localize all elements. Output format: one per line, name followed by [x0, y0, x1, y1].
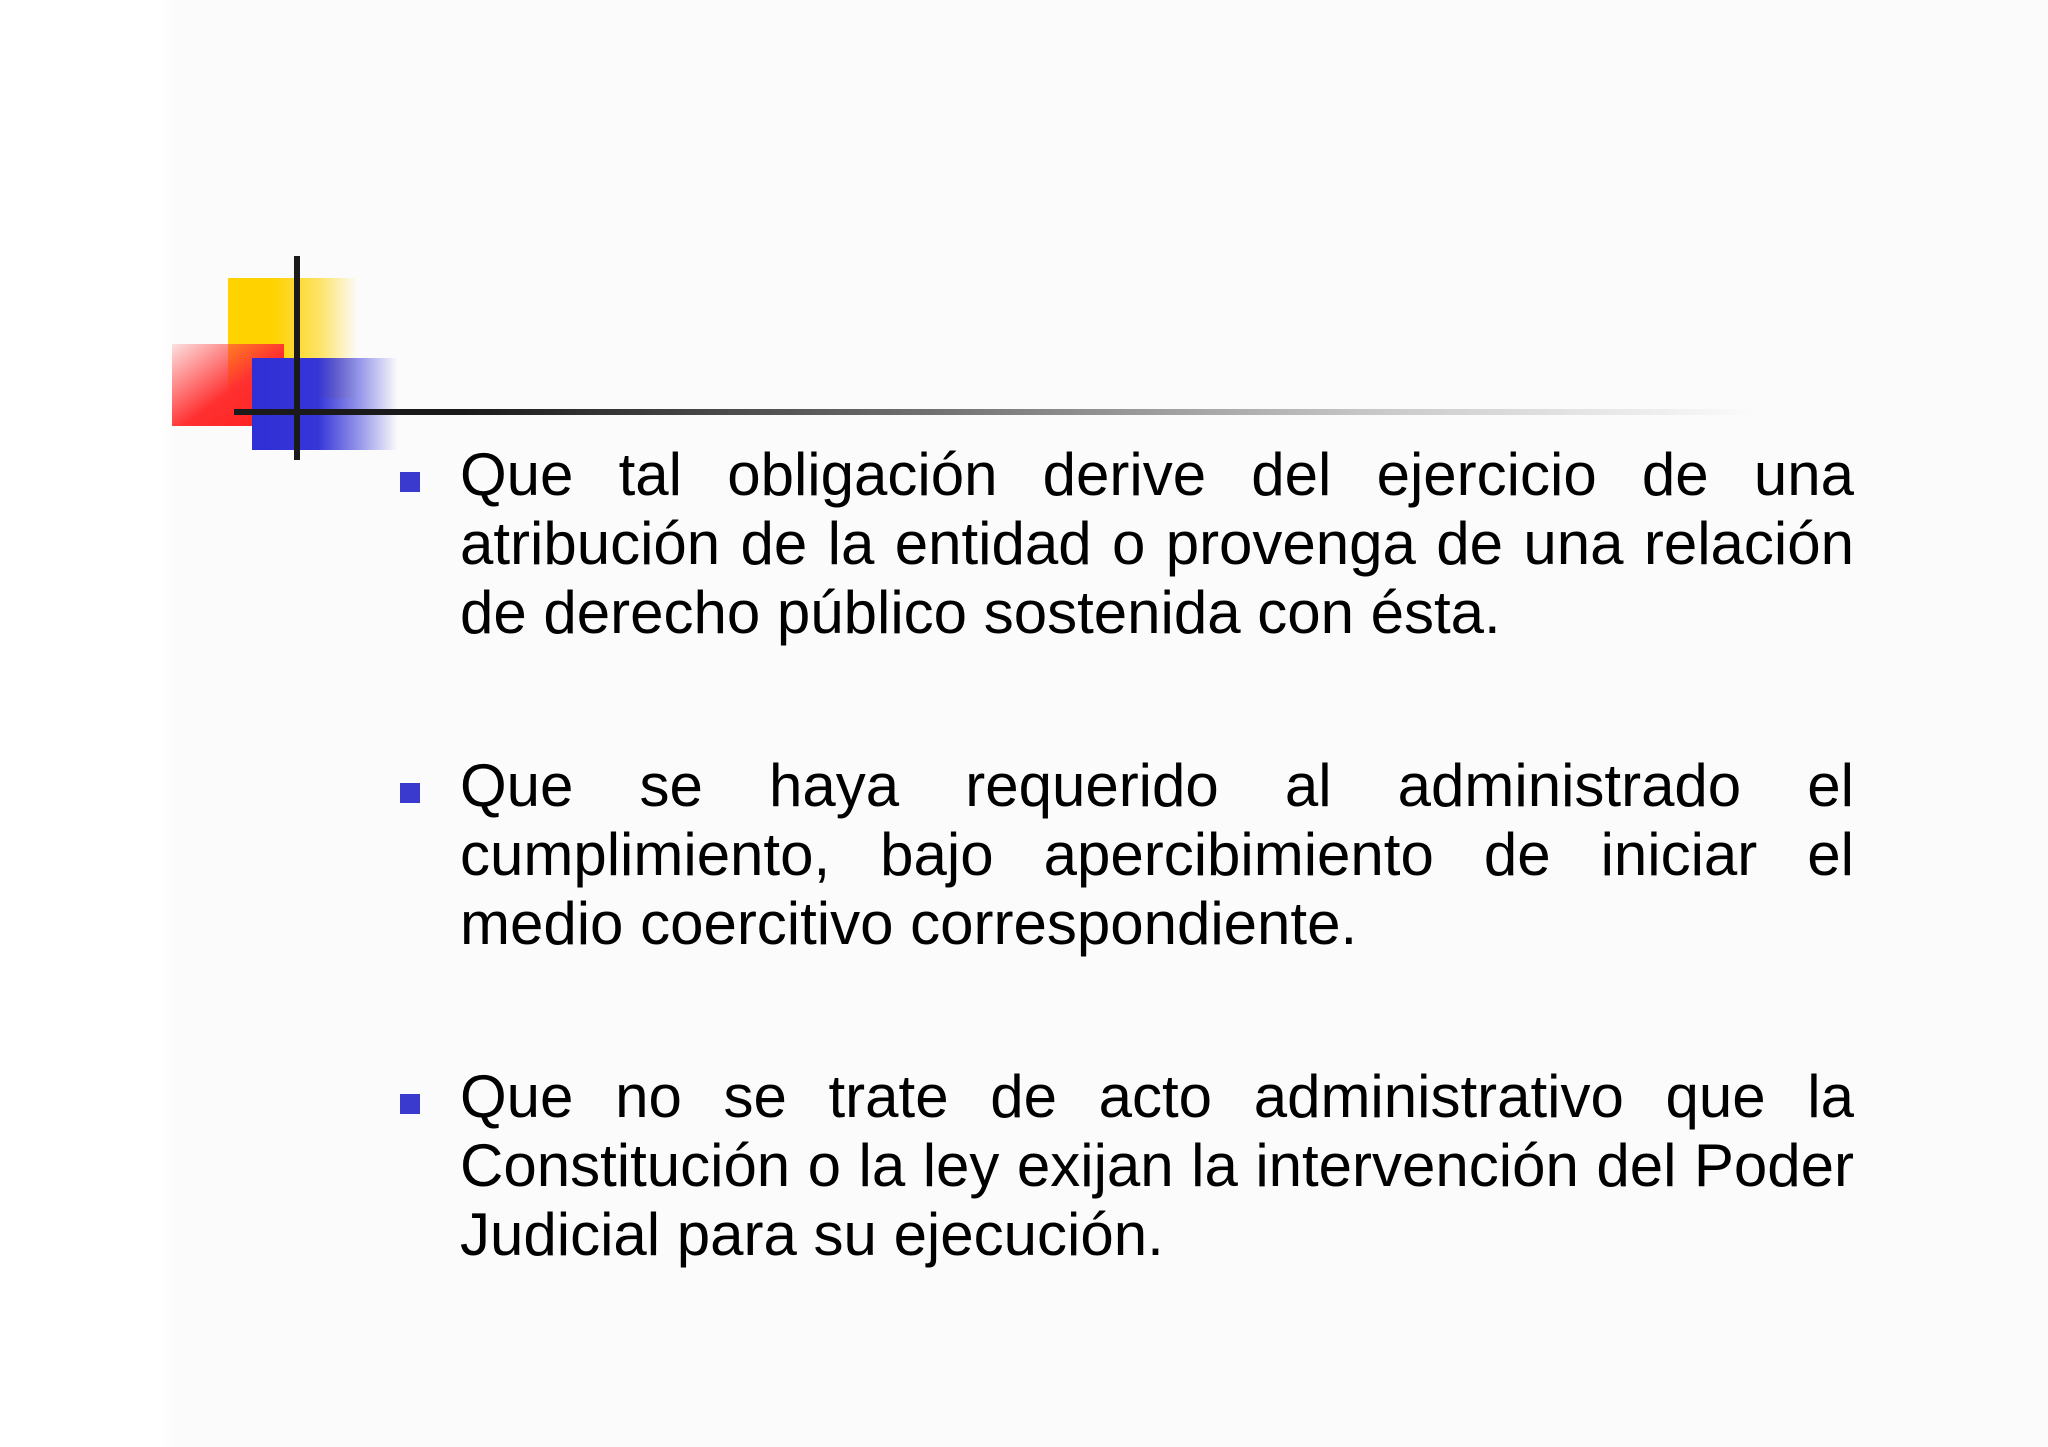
- list-item: [394, 751, 1854, 958]
- decor-vertical-line: [294, 256, 300, 460]
- slide-decoration: [0, 0, 1800, 470]
- square-bullet-icon: [400, 472, 420, 492]
- bullet-list: [394, 440, 1854, 1373]
- bullet-text: Que tal obligación derive del ejercicio de una atribución de la entidad o provenga de una relación de derecho público sostenida con ésta.: [460, 441, 1854, 646]
- title-rule: [234, 409, 1754, 415]
- bullet-text: Que se haya requerido al administrado el cumplimiento, bajo apercibimiento de iniciar el medio coercitivo correspondiente.: [460, 752, 1854, 957]
- list-item: [394, 440, 1854, 647]
- square-bullet-icon: [400, 783, 420, 803]
- list-item: [394, 1062, 1854, 1269]
- decor-blue-square: [252, 358, 398, 450]
- bullet-text: Que no se trate de acto administrativo que la Constitución o la ley exijan la intervención del Poder Judicial para su ejecución.: [460, 1063, 1854, 1268]
- square-bullet-icon: [400, 1094, 420, 1114]
